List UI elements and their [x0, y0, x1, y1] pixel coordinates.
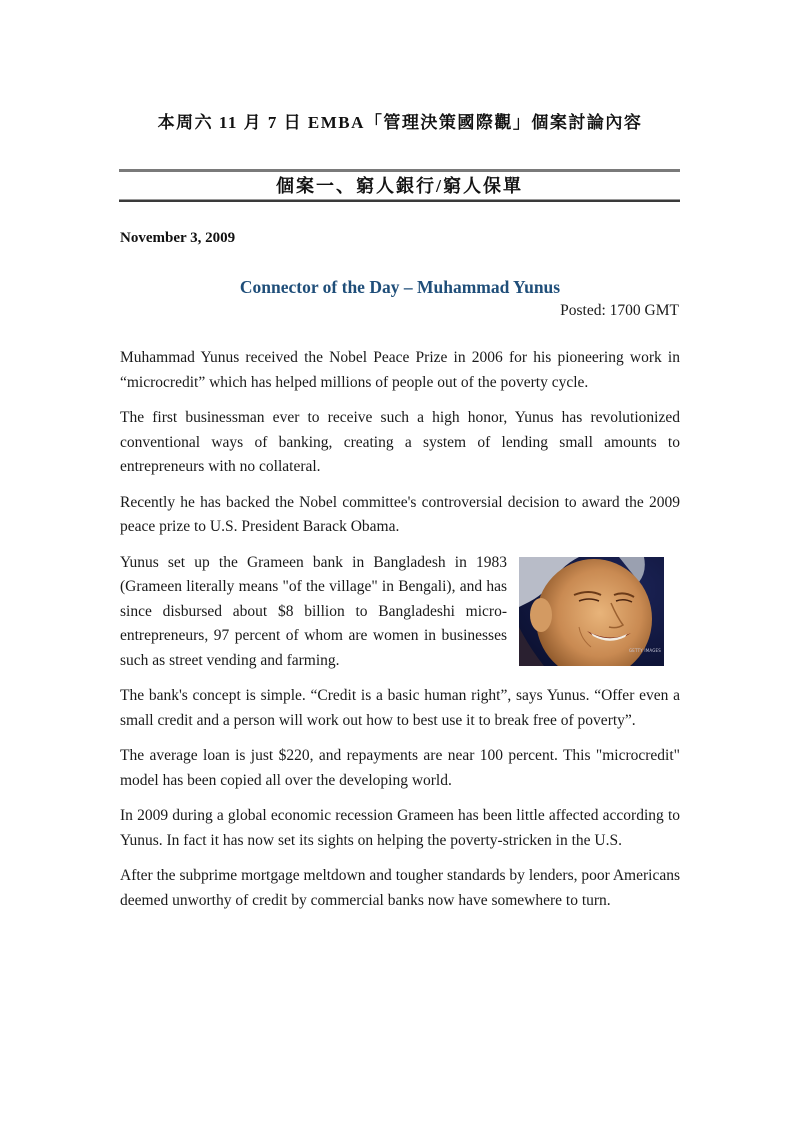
paragraph-1: Muhammad Yunus received the Nobel Peace Prize in 2006 for his pioneering work in “microcredit” which has helped millions of people out of the poverty cycle. [120, 349, 680, 391]
paragraph-5: The bank's concept is simple. “Credit is a basic human right”, says Yunus. “Offer even a small credit and a person will work out how to best use it to break free of poverty”. [120, 687, 680, 729]
article-body [120, 346, 680, 924]
article-date: November 3, 2009 [120, 230, 236, 246]
paragraph-8: After the subprime mortgage meltdown and tougher standards by lenders, poor Americans deemed unworthy of credit by commercial banks now have somewhere to turn. [120, 867, 680, 909]
yunus-portrait-photo [519, 557, 664, 666]
case-title: 個案一、窮人銀行/窮人保單 [276, 176, 523, 196]
paragraph-3: Recently he has backed the Nobel committee's controversial decision to award the 2009 peace prize to U.S. President Barack Obama. [120, 493, 680, 535]
paragraph-6: The average loan is just $220, and repayments are near 100 percent. This "microcredit" model has been copied all over the developing world. [120, 747, 680, 789]
posted-time: Posted: 1700 GMT [560, 302, 679, 319]
banner-bottom-rule [119, 199, 680, 202]
article-title: Connector of the Day – Muhammad Yunus [239, 277, 561, 297]
paragraph-4: Yunus set up the Grameen bank in Bangladesh in 1983 (Grameen literally means "of the village" in Bengali), and has since disbursed about $8 billion to Bangladeshi micro-entrepreneurs, 97 percent of whom are women in businesses such as street vending and farming. [120, 553, 507, 669]
paragraph-2: The first businessman ever to receive such a high honor, Yunus has revolutionized conventional ways of banking, creating a system of lending small amounts to entrepreneurs with no collateral. [120, 409, 680, 475]
document-header-title: 本周六 11 月 7 日 EMBA「管理決策國際觀」個案討論內容 [157, 113, 643, 132]
photo-credit: GETTY IMAGES [628, 648, 661, 653]
case-banner [119, 169, 680, 202]
paragraph-7: In 2009 during a global economic recession Grameen has been little affected according to Yunus. In fact it has now set its sights on helping the poverty-stricken in the U.S. [120, 807, 680, 849]
banner-top-rule [119, 169, 680, 172]
